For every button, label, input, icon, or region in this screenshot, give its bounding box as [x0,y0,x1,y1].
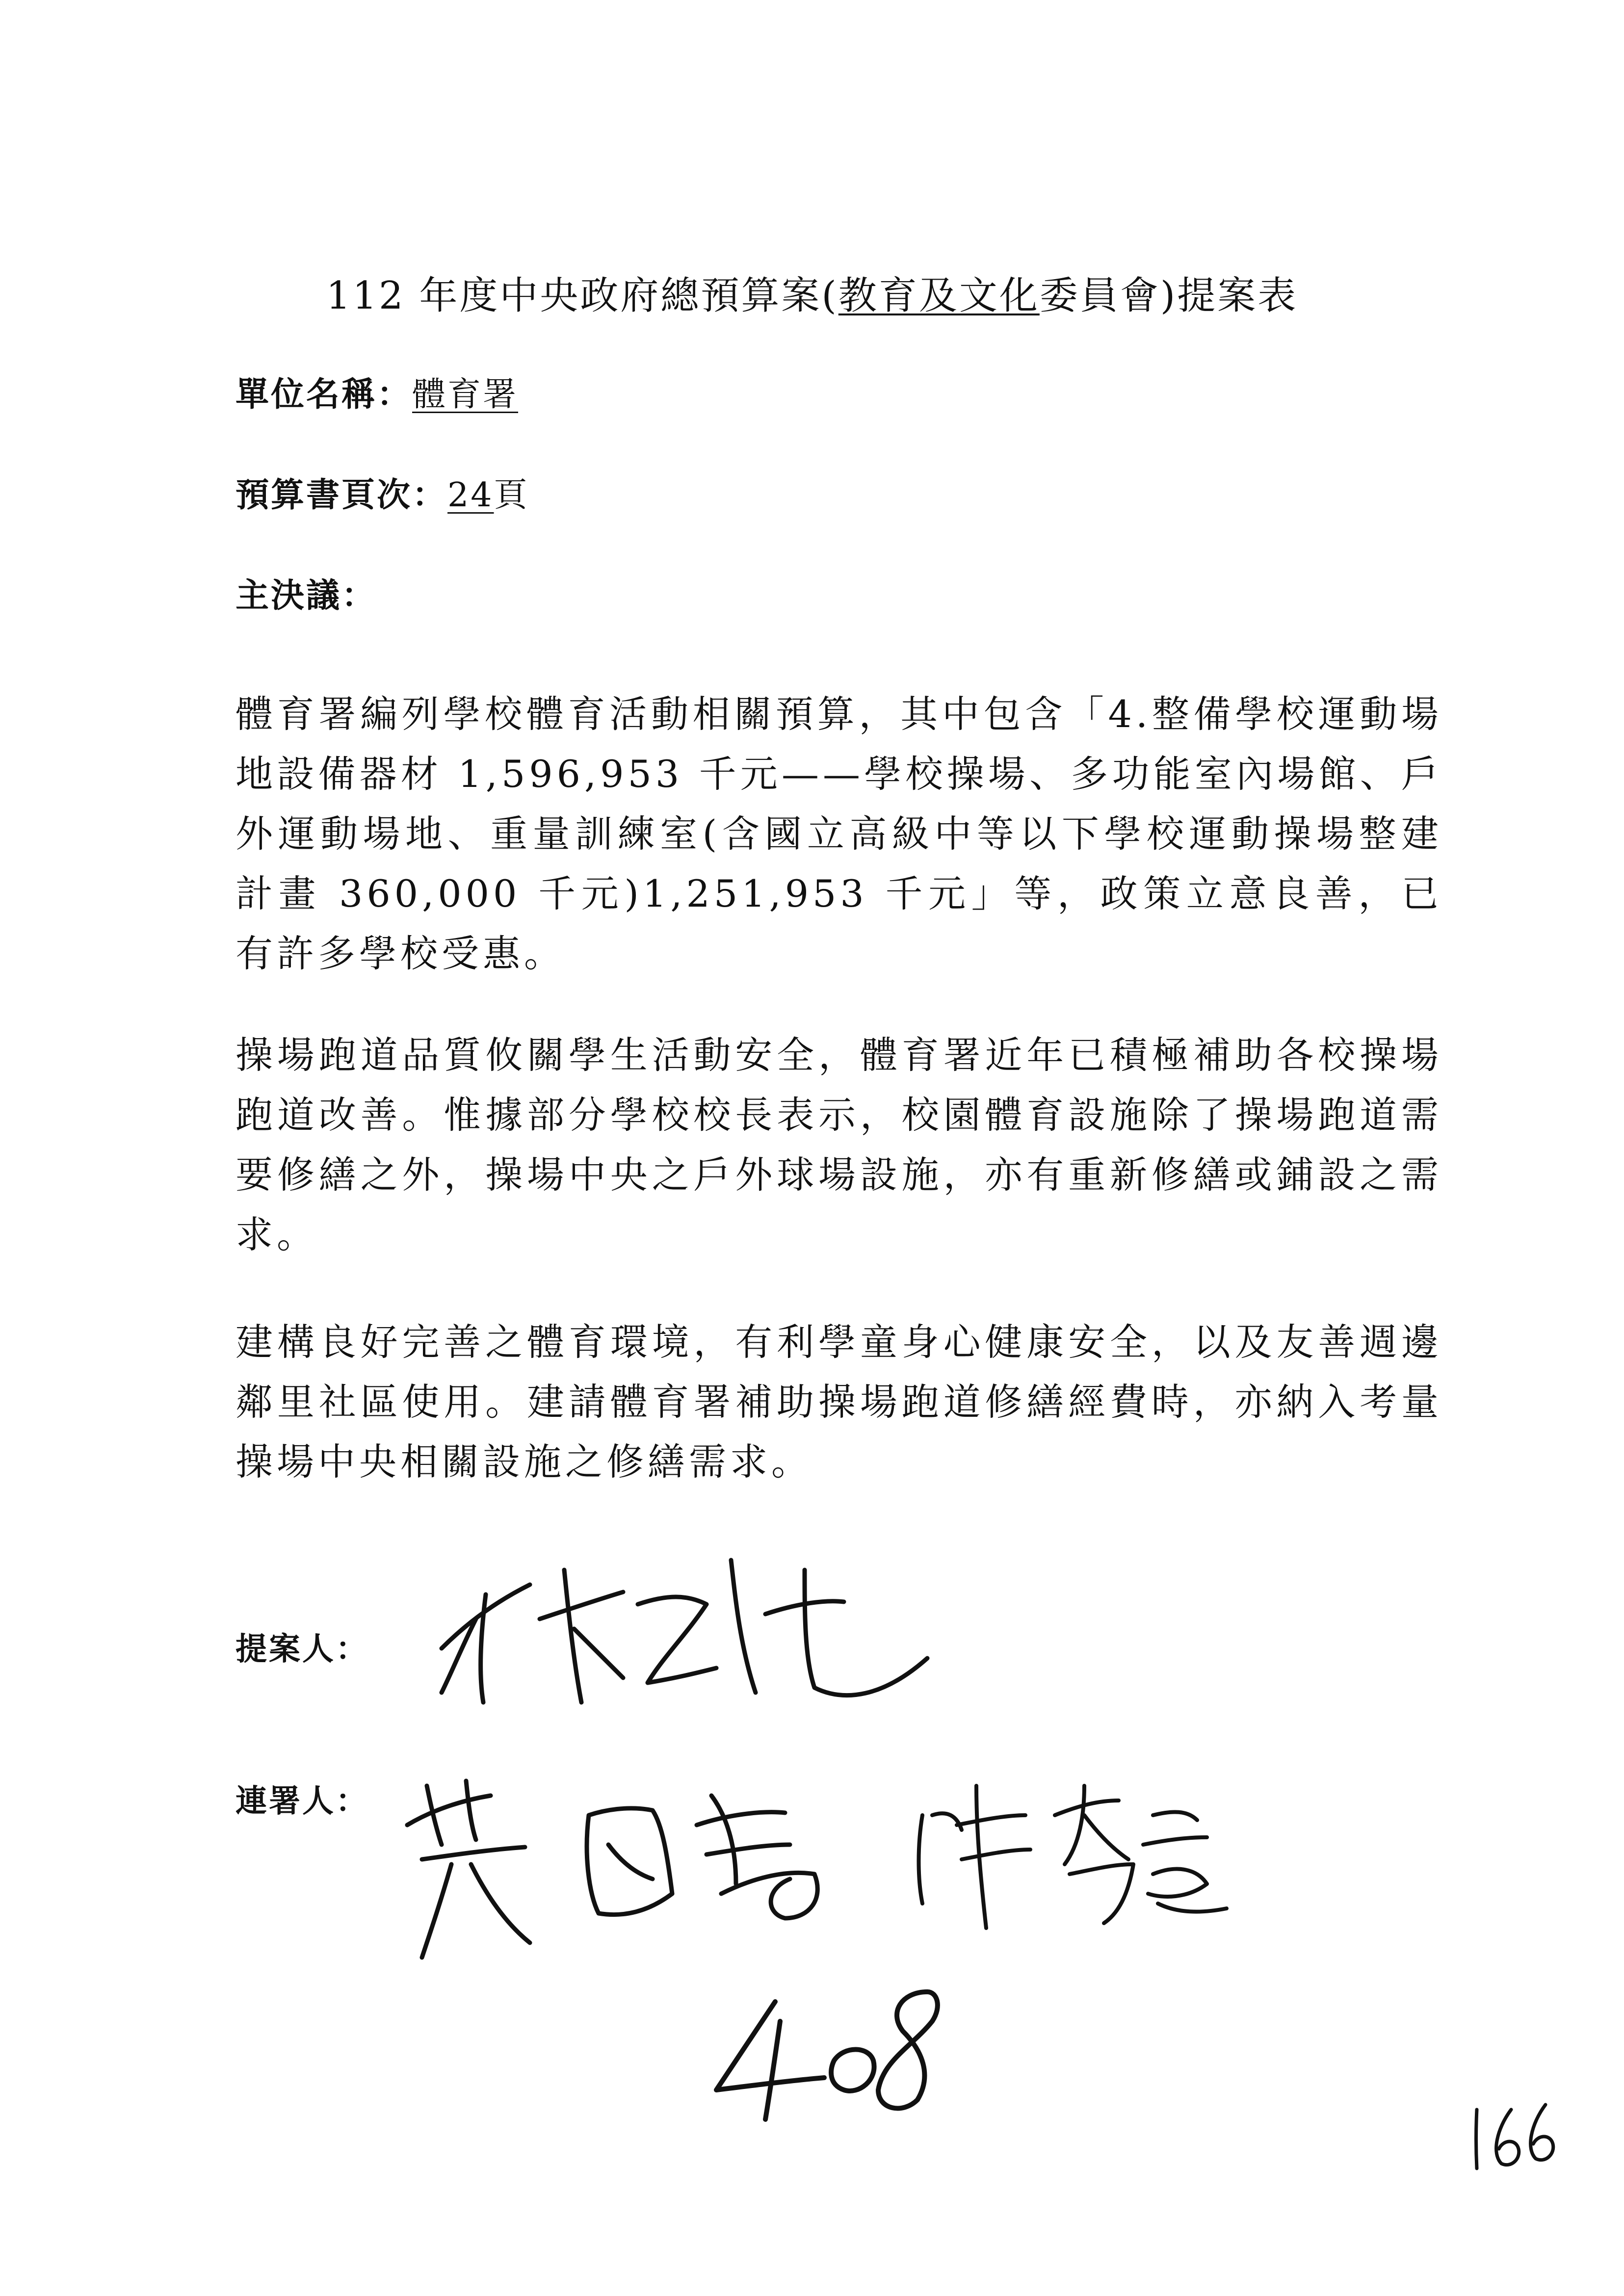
budget-page-value: 24 [447,476,494,515]
cosigner-label: 連署人： [236,1783,369,1820]
unit-name-label: 單位名稱： [236,375,413,414]
proposer-signature [442,1560,927,1702]
body-paragraph-3: 建構良好完善之體育環境，有利學童身心健康安全，以及友善週邊鄰里社區使用。建請體育署補助操場跑道修繕經費時，亦納入考量操場中央相關設施之修繕需求。 [236,1320,1442,1484]
body-paragraph-2: 操場跑道品質攸關學生活動安全，體育署近年已積極補助各校操場跑道改善。惟據部分學校校長表示，校園體育設施除了操場跑道需要修繕之外，操場中央之戶外球場設施，亦有重新修繕或鋪設之需求。 [236,1033,1442,1256]
budget-page-suffix: 頁 [494,476,529,515]
cosigner-signature-2 [919,1786,1227,1928]
title-prefix: 112 年度中央政府總預算案( [326,274,838,318]
cosigner-signature-1 [407,1781,817,1957]
proposer-label: 提案人： [236,1631,369,1668]
resolution-label: 主決議： [236,576,377,615]
unit-name-value: 體育署 [412,375,519,414]
handwritten-number-408 [716,1992,938,2119]
title-committee: 教育及文化 [838,274,1040,318]
page-number-166 [1476,2105,1553,2168]
title-suffix: 委員會)提案表 [1039,274,1298,318]
body-paragraph-1: 體育署編列學校體育活動相關預算，其中包含「4.整備學校運動場地設備器材 1,596,953 千元——學校操場、多功能室內場館、戶外運動場地、重量訓練室(含國立高級中等以下學校運動操場整建計畫 360,000 千元)1,251,953 千元」等，政策立意良善，已有許多學校受惠。 [236,692,1442,975]
budget-page-label: 預算書頁次： [236,475,448,515]
